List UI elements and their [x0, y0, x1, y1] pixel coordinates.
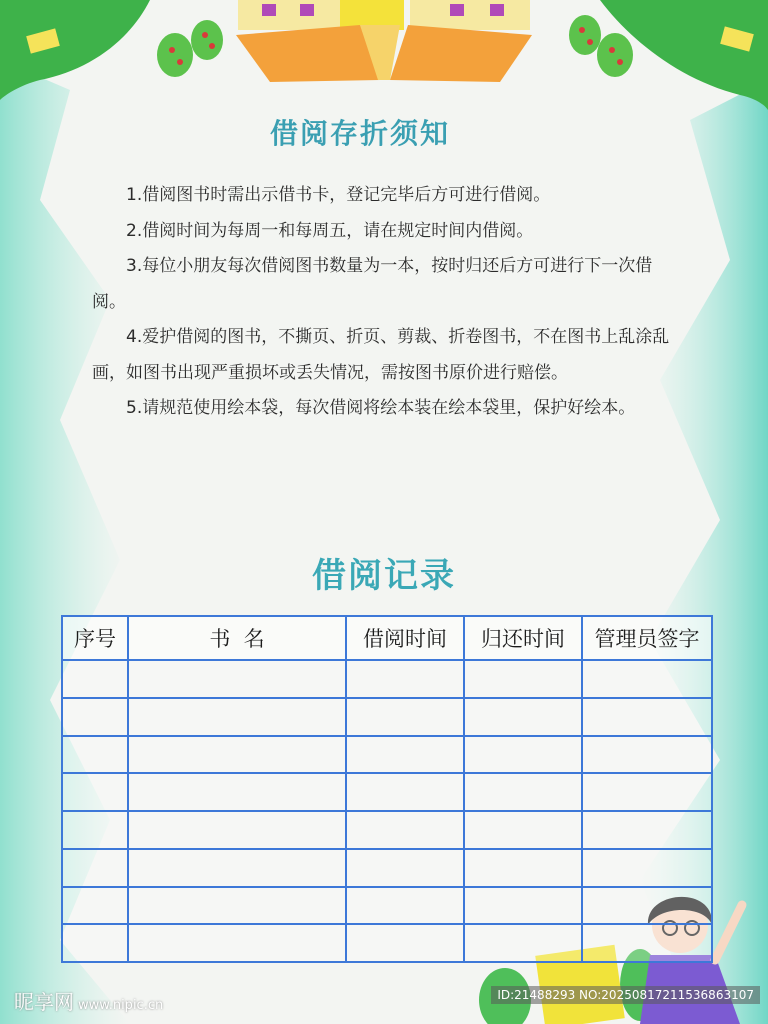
table-cell[interactable]	[464, 924, 582, 962]
table-cell[interactable]	[62, 773, 128, 811]
table-row	[62, 773, 712, 811]
rule-item-5: 5.请规范使用绘本袋，每次借阅将绘本装在绘本袋里，保护好绘本。	[126, 398, 636, 418]
table-cell[interactable]	[62, 924, 128, 962]
table-cell[interactable]	[464, 887, 582, 925]
table-cell[interactable]	[128, 887, 346, 925]
table-cell[interactable]	[464, 660, 582, 698]
table-row	[62, 811, 712, 849]
table-cell[interactable]	[582, 736, 712, 774]
table-cell[interactable]	[62, 849, 128, 887]
watermark-brand-name: 昵享网	[14, 990, 74, 1014]
table-cell[interactable]	[464, 736, 582, 774]
table-row	[62, 698, 712, 736]
table-cell[interactable]	[346, 660, 464, 698]
table-cell[interactable]	[346, 887, 464, 925]
table-cell[interactable]	[62, 811, 128, 849]
header-return-time: 归还时间	[464, 616, 582, 660]
borrow-record-table	[61, 615, 713, 963]
header-serial: 序号	[62, 616, 128, 660]
table-row	[62, 660, 712, 698]
table-cell[interactable]	[582, 773, 712, 811]
table-cell[interactable]	[128, 698, 346, 736]
table-cell[interactable]	[464, 698, 582, 736]
table-cell[interactable]	[62, 736, 128, 774]
rule-item-4: 4.爱护借阅的图书，不撕页、折页、剪裁、折卷图书，不在图书上乱涂乱画，如图书出现严重损坏或丢失情况，需按图书原价进行赔偿。	[92, 327, 670, 383]
header-admin-signature: 管理员签字	[582, 616, 712, 660]
watermark-id: ID:21488293 NO:20250817211536863107	[491, 986, 760, 1004]
table-cell[interactable]	[346, 924, 464, 962]
table-cell[interactable]	[346, 736, 464, 774]
table-cell[interactable]	[582, 887, 712, 925]
table-cell[interactable]	[128, 736, 346, 774]
table-cell[interactable]	[62, 698, 128, 736]
table-cell[interactable]	[464, 773, 582, 811]
rule-item-2: 2.借阅时间为每周一和每周五，请在规定时间内借阅。	[126, 220, 534, 241]
table-cell[interactable]	[128, 773, 346, 811]
record-title: 借阅记录	[312, 556, 456, 596]
table-body	[62, 660, 712, 962]
table-cell[interactable]	[128, 660, 346, 698]
rule-item-1: 1.借阅图书时需出示借书卡，登记完毕后方可进行借阅。	[126, 185, 551, 205]
table-cell[interactable]	[582, 660, 712, 698]
table-cell[interactable]	[346, 773, 464, 811]
table-header-row	[62, 616, 712, 660]
table-cell[interactable]	[582, 849, 712, 887]
table-cell[interactable]	[128, 849, 346, 887]
table-cell[interactable]	[346, 811, 464, 849]
table-row	[62, 849, 712, 887]
watermark-brand	[14, 986, 163, 1015]
table-row	[62, 887, 712, 925]
table-cell[interactable]	[464, 849, 582, 887]
notice-title: 借阅存折须知	[269, 117, 450, 150]
table-cell[interactable]	[128, 811, 346, 849]
table-cell[interactable]	[62, 660, 128, 698]
table-cell[interactable]	[62, 887, 128, 925]
table-cell[interactable]	[464, 811, 582, 849]
table-cell[interactable]	[346, 698, 464, 736]
notice-rules	[92, 178, 672, 427]
table-cell[interactable]	[582, 924, 712, 962]
table-cell[interactable]	[346, 849, 464, 887]
table-row	[62, 736, 712, 774]
rule-item-3: 3.每位小朋友每次借阅图书数量为一本，按时归还后方可进行下一次借阅。	[92, 256, 653, 312]
header-borrow-time: 借阅时间	[346, 616, 464, 660]
table-cell[interactable]	[128, 924, 346, 962]
watermark-url: www.nipic.cn	[78, 998, 164, 1013]
header-book-name: 书 名	[128, 616, 346, 660]
table-cell[interactable]	[582, 811, 712, 849]
table-cell[interactable]	[582, 698, 712, 736]
table-row	[62, 924, 712, 962]
